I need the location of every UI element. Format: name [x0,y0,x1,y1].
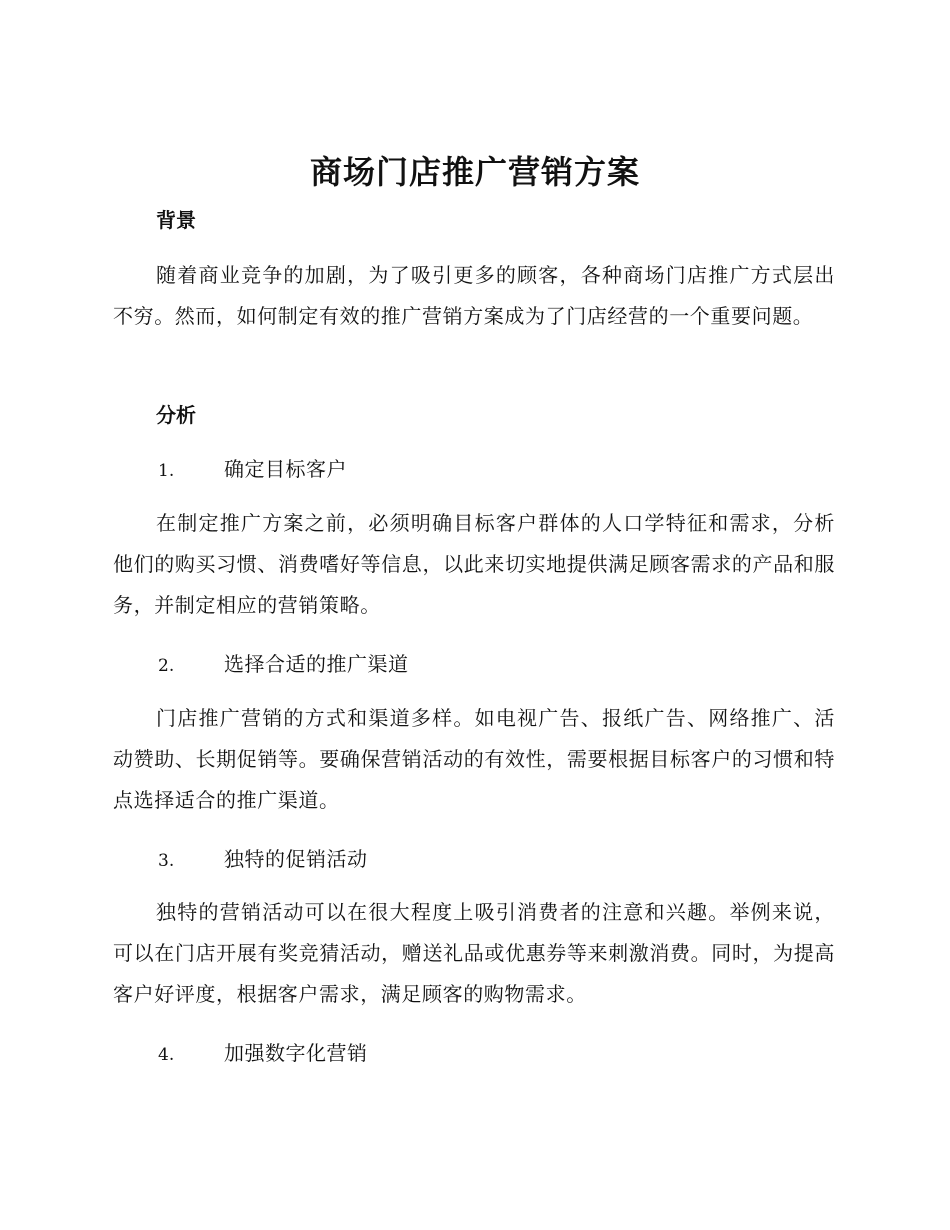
paragraph-target-customers: 在制定推广方案之前，必须明确目标客户群体的人口学特征和需求，分析他们的购买习惯、消费嗜好等信息，以此来切实地提供满足顾客需求的产品和服务，并制定相应的营销策略。 [113,511,835,617]
list-item-2 [158,650,409,680]
document-title: 商场门店推广营销方案 [309,153,640,191]
list-item-title: 确定目标客户 [224,457,347,481]
heading-analysis: 分析 [156,403,196,427]
list-item-number: 1. [158,461,175,481]
list-item-title: 选择合适的推广渠道 [224,652,409,676]
list-item-title: 加强数字化营销 [224,1041,368,1065]
paragraph-promotion-channels: 门店推广营销的方式和渠道多样。如电视广告、报纸广告、网络推广、活动赞助、长期促销等。要确保营销活动的有效性，需要根据目标客户的习惯和特点选择适合的推广渠道。 [113,706,835,812]
list-item-title: 独特的促销活动 [224,847,368,871]
heading-background: 背景 [156,208,196,232]
list-item-number: 3. [158,851,175,871]
list-item-1 [158,455,347,485]
list-item-number: 2. [158,656,175,676]
paragraph-promotions: 独特的营销活动可以在很大程度上吸引消费者的注意和兴趣。举例来说，可以在门店开展有奖竞猜活动，赠送礼品或优惠券等来刺激消费。同时，为提高客户好评度，根据客户需求，满足顾客的购物需求。 [113,900,835,1006]
list-item-3 [158,845,368,875]
list-item-number: 4. [158,1045,175,1065]
paragraph-background: 随着商业竞争的加剧，为了吸引更多的顾客，各种商场门店推广方式层出不穷。然而，如何制定有效的推广营销方案成为了门店经营的一个重要问题。 [113,263,835,328]
list-item-4 [158,1039,368,1069]
